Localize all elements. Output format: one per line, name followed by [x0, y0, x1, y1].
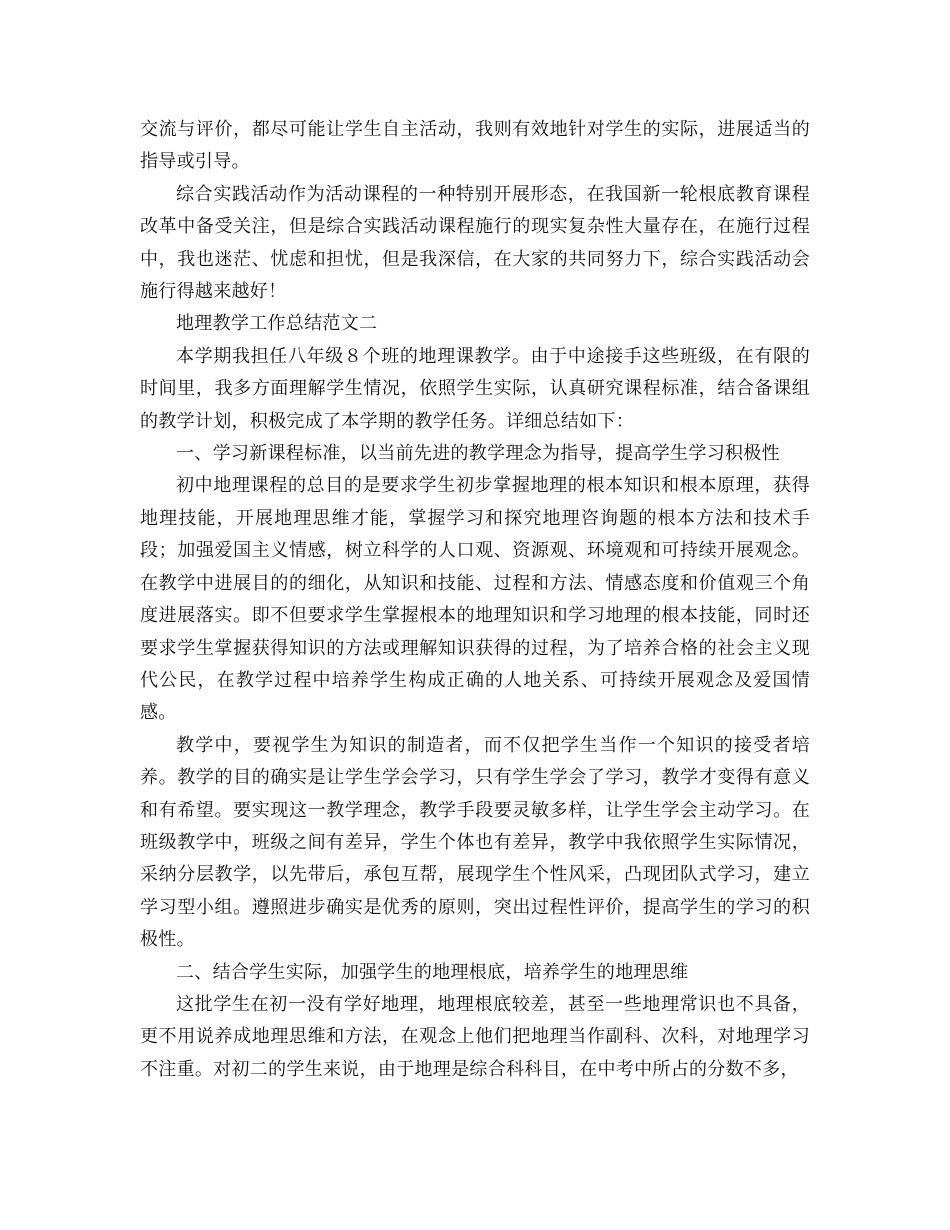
paragraph-3: 本学期我担任八年级８个班的地理课教学。由于中途接手这些班级，在有限的时间里，我多方面理解学生情况，依照学生实际，认真研究课程标准，结合备课组的教学计划，积极完成了本学期的教学任务。详细总结如下：: [140, 345, 810, 432]
section-title: 地理教学工作总结范文二: [176, 313, 378, 335]
paragraph-6: 这批学生在初一没有学好地理，地理根底较差，甚至一些地理常识也不具备，更不用说养成地理思维和方法，在观念上他们把地理当作副科、次科，对地理学习不注重。对初二的学生来说，由于地理是综合科科目，在中考中所占的分数不多，: [140, 993, 810, 1080]
paragraph-1: 交流与评价，都尽可能让学生自主活动，我则有效地针对学生的实际，进展适当的指导或引导。: [140, 119, 810, 173]
paragraph-2: 综合实践活动作为活动课程的一种特别开展形态，在我国新一轮根底教育课程改革中备受关注，但是综合实践活动课程施行的现实复杂性大量存在，在施行过程中，我也迷茫、忧虑和担忧，但是我深信，在大家的共同努力下，综合实践活动会施行得越来越好！: [140, 183, 810, 303]
heading-2: 二、结合学生实际，加强学生的地理根底，培养学生的地理思维: [176, 961, 689, 983]
paragraph-4: 初中地理课程的总目的是要求学生初步掌握地理的根本知识和根本原理，获得地理技能，开展地理思维才能，掌握学习和探究地理咨询题的根本方法和技术手段；加强爱国主义情感，树立科学的人口观、资源观、环境观和可持续开展观念。在教学中进展目的的细化，从知识和技能、过程和方法、情感态度和价值观三个角度进展落实。即不但要求学生掌握根本的地理知识和学习地理的根本技能，同时还要求学生掌握获得知识的方法或理解知识获得的过程，为了培养合格的社会主义现代公民，在教学过程中培养学生构成正确的人地关系、可持续开展观念及爱国情感。: [140, 475, 810, 724]
heading-1: 一、学习新课程标准，以当前先进的教学理念为指导，提高学生学习积极性: [176, 443, 780, 465]
paragraph-5: 教学中，要视学生为知识的制造者，而不仅把学生当作一个知识的接受者培养。教学的目的确实是让学生学会学习，只有学生学会了学习，教学才变得有意义和有希望。要实现这一教学理念，教学手段要灵敏多样，让学生学会主动学习。在班级教学中，班级之间有差异，学生个体也有差异，教学中我依照学生实际情况，采纳分层教学，以先带后，承包互帮，展现学生个性风采，凸现团队式学习，建立学习型小组。遵照进步确实是优秀的原则，突出过程性评价，提高学生的学习的积极性。: [140, 734, 810, 951]
document-body: [140, 114, 810, 1086]
